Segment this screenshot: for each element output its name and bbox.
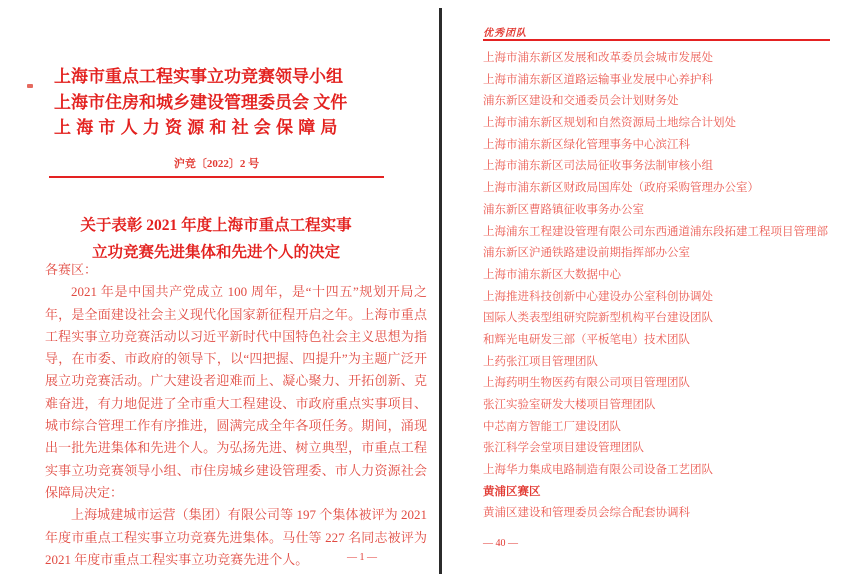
team-list [483, 48, 853, 525]
team-list-item: 上海华力集成电路制造有限公司设备工艺团队 [483, 464, 713, 477]
team-list-item: 中芯南方智能工厂建设团队 [483, 420, 621, 433]
body-paragraph-1: 2021 年是中国共产党成立 100 周年，是“十四五”规划开局之年，是全面建设社会主义现代化国家新征程开启之年。上海市重点工程实事立功竞赛活动以习近平新时代中国特色社会主义思想为指导，在市委、市政府的领导下，以“四把握、四提升”为主题广泛开展立功竞赛活动。广大建设者迎难而上、凝心聚力、开拓创新、克难奋进，有力地促进了全市重大工程建设、市政府重点实事项目、城市综合管理工作有序推进，圆满完成全年各项任务。期间，涌现出一批先进集体和先进个人。为弘扬先进、树立典型，市重点工程实事立功竞赛领导小组、市住房城乡建设管理委、市人力资源社会保障局决定： [45, 284, 427, 500]
team-list-item: 上海市浦东新区发展和改革委员会城市发展处 [483, 52, 713, 64]
page-right [442, 0, 857, 574]
team-list-item: 上海市浦东新区道路运输事业发展中心养护科 [483, 73, 713, 86]
authority-line-2: 上海市住房和城乡建设管理委员会 文件 [54, 92, 348, 112]
district-section-header: 黄浦区赛区 [483, 485, 541, 498]
team-list-item: 上海市浦东新区规划和自然资源局土地综合计划处 [483, 117, 736, 130]
salutation: 各赛区： [45, 262, 98, 277]
scan-artifact [27, 84, 33, 88]
team-list-item: 黄浦区建设和管理委员会综合配套协调科 [483, 507, 690, 520]
body-paragraph-2: 上海城建城市运营（集团）有限公司等 197 个集体被评为 2021 年度市重点工程实事立功竞赛先进集体。马仕等 227 名同志被评为 2021 年度市重点工程实事立功竞赛先进个人。 [45, 507, 427, 567]
team-list-item: 上海市浦东新区财政局国库处（政府采购管理办公室） [483, 182, 759, 195]
team-list-item: 张江科学会堂项目建设管理团队 [483, 442, 644, 455]
document-number: 沪竞〔2022〕2 号 [173, 158, 260, 170]
document-title [46, 212, 386, 266]
team-list-item: 上海浦东工程建设管理有限公司东西通道浦东段拓建工程项目管理部 [483, 225, 828, 238]
team-list-item: 上海市浦东新区司法局征收事务法制审核小组 [483, 160, 713, 173]
title-line-1: 关于表彰 2021 年度上海市重点工程实事 [80, 217, 352, 234]
header-rule [49, 176, 384, 178]
team-list-item: 上药张江项目管理团队 [483, 355, 598, 368]
section-label: 优秀团队 [483, 28, 527, 39]
team-list-item: 浦东新区沪通铁路建设前期指挥部办公室 [483, 247, 690, 260]
section-rule [483, 39, 830, 41]
team-list-item: 上海市浦东新区绿化管理事务中心滨江科 [483, 138, 690, 151]
page-number-right: — 40 — [483, 538, 518, 549]
team-list-item: 上海市浦东新区大数据中心 [483, 268, 621, 281]
team-list-item: 浦东新区曹路镇征收事务办公室 [483, 203, 644, 216]
title-line-2: 立功竞赛先进集体和先进个人的决定 [91, 244, 340, 261]
team-list-item: 和辉光电研发三部（平板笔电）技术团队 [483, 333, 690, 346]
document-body [45, 259, 427, 571]
authority-line-3: 上海市人力资源和社会保障局 [54, 118, 343, 137]
team-list-item: 上海推进科技创新中心建设办公室科创协调处 [483, 290, 713, 303]
issuing-authorities [54, 64, 388, 141]
team-list-item: 上海药明生物医药有限公司项目管理团队 [483, 377, 690, 390]
team-list-item: 浦东新区建设和交通委员会计划财务处 [483, 95, 679, 108]
team-list-item: 国际人类表型组研究院新型机构平台建设团队 [483, 312, 713, 325]
team-list-item: 张江实验室研发大楼项目管理团队 [483, 399, 656, 411]
authority-line-1: 上海市重点工程实事立功竞赛领导小组 [54, 67, 343, 86]
page-number-left: — 1 — [347, 552, 377, 563]
